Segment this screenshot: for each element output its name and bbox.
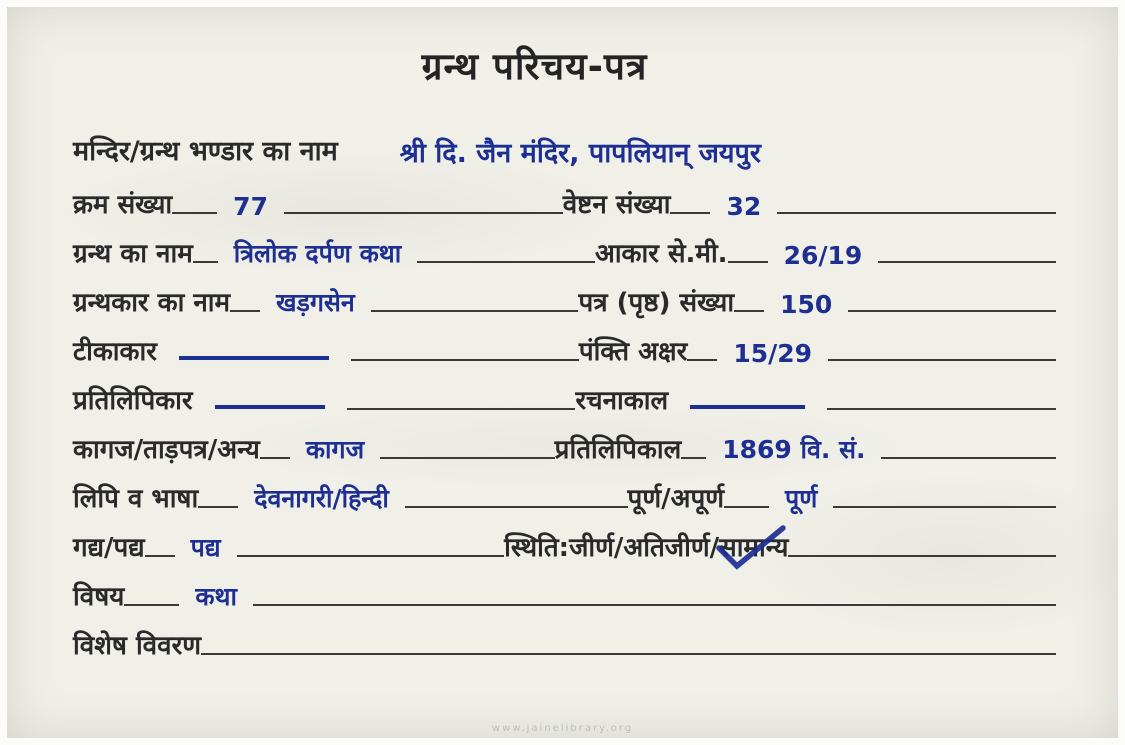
rule-line bbox=[198, 506, 238, 508]
size-cm-value: 26/19 bbox=[783, 241, 863, 270]
subject-label: विषय bbox=[73, 582, 125, 612]
rule-line bbox=[728, 261, 768, 263]
author-name-value: खड़गसेन bbox=[276, 288, 355, 317]
rule-line bbox=[848, 310, 1056, 312]
lines-letters-label: पंक्ति अक्षर bbox=[578, 337, 688, 367]
subject-value: कथा bbox=[195, 582, 237, 611]
field-row-commentator-lines bbox=[73, 321, 1056, 370]
temple-name-label: मन्दिर/ग्रन्थ भण्डार का नाम bbox=[73, 136, 338, 167]
copyist-label: प्रतिलिपिकार bbox=[73, 386, 193, 416]
size-cm-label: आकार से.मी. bbox=[594, 239, 728, 269]
page-count-label: पत्र (पृष्ठ) संख्या bbox=[578, 288, 735, 318]
rule-line bbox=[172, 212, 217, 214]
rule-line bbox=[371, 310, 579, 312]
blank-entry-dash bbox=[215, 405, 325, 409]
prose-verse-label: गद्य/पद्य bbox=[73, 533, 145, 563]
page-count-value: 150 bbox=[780, 290, 833, 319]
field-row-script-completeness bbox=[73, 468, 1056, 517]
rule-line bbox=[237, 555, 505, 557]
rule-line bbox=[788, 555, 1056, 557]
composition-date-label: रचनाकाल bbox=[575, 386, 669, 416]
blank-entry-dash bbox=[690, 405, 805, 409]
bundle-number-label: वेष्टन संख्या bbox=[562, 190, 671, 220]
rule-line bbox=[405, 506, 628, 508]
commentator-label: टीकाकार bbox=[73, 337, 157, 367]
prose-verse-value: पद्य bbox=[190, 533, 221, 562]
author-name-label: ग्रन्थकार का नाम bbox=[73, 288, 231, 318]
temple-name-value: श्री दि. जैन मंदिर, पापलियान् जयपुर bbox=[399, 138, 761, 169]
condition-selected-option bbox=[719, 528, 788, 566]
scan-watermark: www.jainelibrary.org bbox=[491, 723, 634, 734]
rule-line bbox=[687, 359, 717, 361]
condition-selected-text: सामान्य bbox=[719, 533, 789, 563]
rule-line bbox=[827, 408, 1056, 410]
field-row-subject bbox=[73, 566, 1056, 615]
rule-line bbox=[351, 359, 579, 361]
lines-letters-value: 15/29 bbox=[733, 339, 813, 368]
rule-line bbox=[284, 212, 563, 214]
rule-line bbox=[193, 261, 218, 263]
serial-number-value: 77 bbox=[233, 192, 268, 221]
paper-background bbox=[7, 7, 1118, 738]
script-language-label: लिपि व भाषा bbox=[73, 484, 199, 514]
rule-line bbox=[260, 457, 290, 459]
script-language-value: देवनागरी/हिन्दी bbox=[254, 484, 389, 513]
bundle-number-value: 32 bbox=[726, 192, 762, 221]
field-row-special-details bbox=[73, 615, 1056, 664]
field-row-author-pages bbox=[73, 272, 1056, 321]
rule-line bbox=[724, 506, 769, 508]
field-row-copyist-composition bbox=[73, 370, 1056, 419]
rule-line bbox=[828, 359, 1056, 361]
rule-line bbox=[734, 310, 764, 312]
serial-number-label: क्रम संख्या bbox=[73, 190, 173, 220]
completeness-value: पूर्ण bbox=[785, 484, 818, 513]
rule-line bbox=[124, 604, 179, 606]
form-title: ग्रन्थ परिचय-पत्र bbox=[421, 45, 648, 88]
rule-line bbox=[380, 457, 555, 459]
copy-date-value: 1869 वि. सं. bbox=[722, 435, 866, 464]
copy-date-label: प्रतिलिपिकाल bbox=[554, 435, 682, 465]
rule-line bbox=[878, 261, 1056, 263]
material-value: कागज bbox=[305, 435, 365, 464]
rule-line bbox=[777, 212, 1056, 214]
book-name-value: त्रिलोक दर्पण कथा bbox=[233, 239, 402, 268]
blank-entry-dash bbox=[179, 356, 329, 360]
rule-line bbox=[253, 604, 1056, 606]
field-row-bookname-size bbox=[73, 223, 1056, 272]
rule-line bbox=[417, 261, 595, 263]
rule-line bbox=[881, 457, 1056, 459]
rule-line bbox=[833, 506, 1056, 508]
book-name-label: ग्रन्थ का नाम bbox=[73, 239, 193, 269]
rule-line bbox=[230, 310, 260, 312]
rule-line bbox=[347, 408, 576, 410]
material-label: कागज/ताड़पत्र/अन्य bbox=[73, 435, 260, 465]
field-row-material-copydate bbox=[73, 419, 1056, 468]
completeness-label: पूर्ण/अपूर्ण bbox=[627, 484, 725, 514]
rule-line bbox=[670, 212, 710, 214]
rule-line bbox=[145, 555, 175, 557]
rule-line bbox=[201, 653, 1056, 655]
temple-name-row bbox=[73, 116, 1056, 170]
special-details-label: विशेष विवरण bbox=[73, 631, 202, 661]
field-row-prose-condition bbox=[73, 517, 1056, 566]
field-row-serial-bundle bbox=[73, 174, 1056, 223]
rule-line bbox=[681, 457, 706, 459]
condition-label: स्थिति:जीर्ण/अतिजीर्ण/ bbox=[504, 533, 720, 563]
